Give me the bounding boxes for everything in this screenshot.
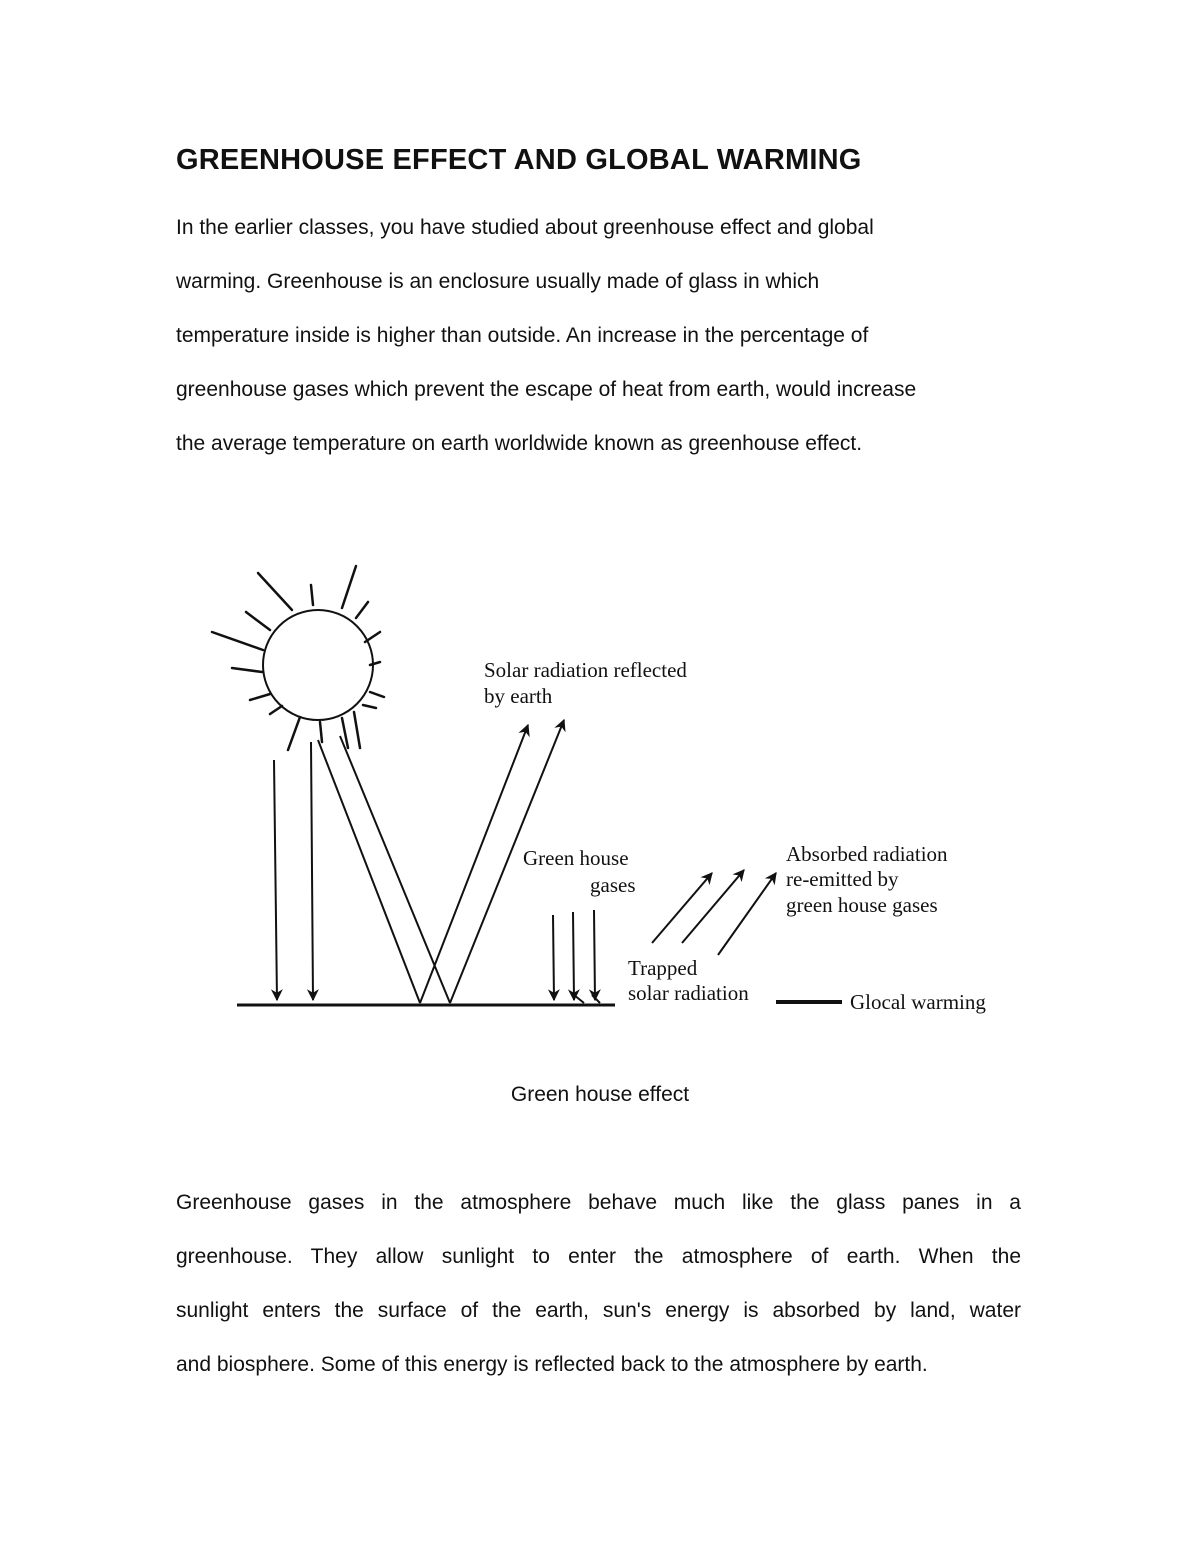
label-solar-reflected: Solar radiation reflected <box>484 658 687 682</box>
intro-paragraph-line: the average temperature on earth worldwide known as greenhouse effect. <box>176 432 863 455</box>
label-trapped: Trapped <box>628 956 698 980</box>
label-legend: Glocal warming <box>850 990 986 1014</box>
page-title: GREENHOUSE EFFECT AND GLOBAL WARMING <box>176 144 862 176</box>
label-greenhouse-gases-cont: gases <box>590 873 636 897</box>
greenhouse-gas-rays <box>553 910 600 1003</box>
body-paragraph-line: sunlight enters the surface of the earth, sun's energy is absorbed by land, water <box>176 1299 1021 1322</box>
greenhouse-effect-diagram <box>200 555 1020 1025</box>
intro-paragraph-line: temperature inside is higher than outside. An increase in the percentage of <box>176 324 869 347</box>
label-trapped-cont: solar radiation <box>628 981 749 1005</box>
incoming-solar-rays <box>274 742 313 1000</box>
figure-caption: Green house effect <box>510 1083 690 1106</box>
label-solar-reflected-cont: by earth <box>484 684 553 708</box>
label-absorbed-radiation-cont2: green house gases <box>786 893 938 917</box>
intro-paragraph-line: In the earlier classes, you have studied about greenhouse effect and global <box>176 216 874 239</box>
body-paragraph-line: Greenhouse gases in the atmosphere behave much like the glass panes in a <box>176 1191 1021 1214</box>
sun-icon <box>212 566 384 750</box>
body-paragraph-line: and biosphere. Some of this energy is reflected back to the atmosphere by earth. <box>176 1353 928 1376</box>
body-paragraph-line: greenhouse. They allow sunlight to enter the atmosphere of earth. When the <box>176 1245 1021 1268</box>
label-absorbed-radiation-cont: re-emitted by <box>786 867 899 891</box>
intro-paragraph-line: warming. Greenhouse is an enclosure usually made of glass in which <box>176 270 820 293</box>
label-absorbed-radiation: Absorbed radiation <box>786 842 948 866</box>
intro-paragraph-line: greenhouse gases which prevent the escape of heat from earth, would increase <box>176 378 917 401</box>
reemitted-radiation-rays <box>652 870 776 955</box>
label-greenhouse-gases: Green house <box>523 846 629 870</box>
